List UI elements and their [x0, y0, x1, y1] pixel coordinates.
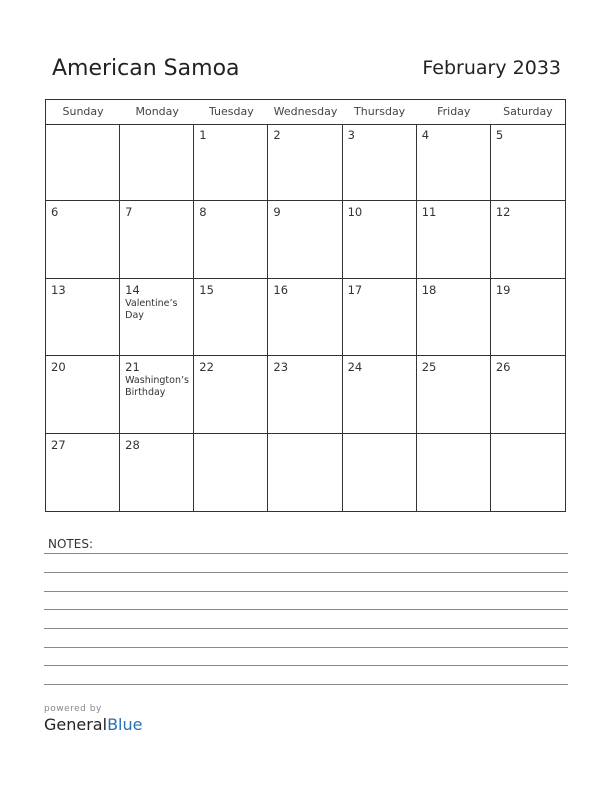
day-cell [343, 279, 417, 356]
day-cell [417, 279, 491, 356]
holiday-label: Washington’s Birthday [125, 375, 189, 399]
day-number: 14 [125, 282, 140, 297]
generalblue-logo [44, 715, 142, 734]
day-number: 3 [347, 128, 355, 142]
day-cell [194, 279, 268, 356]
day-cell [194, 124, 268, 201]
day-number: 22 [199, 360, 214, 375]
day-number: 18 [421, 282, 437, 297]
day-cell [417, 356, 491, 433]
day-number: 19 [495, 282, 511, 297]
powered-by-text: powered by [44, 704, 102, 714]
region-title: American Samoa [52, 56, 240, 81]
day-cell [46, 124, 120, 201]
day-cell [343, 201, 417, 278]
weekday-saturday: Saturday [503, 105, 553, 118]
day-number: 7 [125, 205, 133, 220]
day-cell [194, 434, 268, 511]
day-cell [46, 356, 120, 433]
day-cell [268, 356, 342, 433]
weekday-wednesday: Wednesday [273, 105, 338, 118]
calendar-header [0, 0, 612, 98]
day-cell [268, 434, 342, 511]
weekday-tuesday: Tuesday [208, 105, 254, 118]
weekday-thursday: Thursday [354, 105, 406, 118]
day-cell [268, 279, 342, 356]
note-line [44, 684, 568, 685]
note-line [44, 591, 568, 592]
day-cell [194, 201, 268, 278]
day-cell [491, 356, 565, 433]
day-number: 15 [199, 282, 214, 297]
note-line [44, 628, 568, 629]
day-number: 4 [421, 128, 430, 142]
note-line [44, 572, 568, 573]
day-number: 26 [495, 360, 511, 375]
day-number: 13 [51, 282, 66, 297]
day-number: 16 [273, 282, 289, 297]
weekday-sunday: Sunday [62, 105, 104, 118]
day-number: 10 [347, 205, 363, 220]
day-number: 12 [495, 205, 511, 220]
day-cell [417, 201, 491, 278]
day-cell [491, 201, 565, 278]
day-number: 1 [199, 128, 207, 142]
day-number: 17 [347, 282, 363, 297]
day-cell [417, 434, 491, 511]
calendar-grid [45, 99, 566, 512]
day-cell [417, 124, 491, 201]
day-cell [46, 279, 120, 356]
weekday-header-row [46, 100, 565, 125]
day-cell [343, 356, 417, 433]
note-line [44, 553, 568, 554]
day-number: 21 [125, 360, 140, 375]
note-line [44, 609, 568, 610]
day-cell [491, 279, 565, 356]
day-cell [120, 356, 194, 433]
day-number: 8 [199, 205, 207, 220]
day-cell [120, 434, 194, 511]
day-cells [46, 124, 565, 511]
day-number: 9 [273, 205, 281, 220]
day-number: 23 [273, 360, 289, 375]
month-year-title: February 2033 [422, 57, 561, 79]
day-cell [343, 434, 417, 511]
day-cell [120, 279, 194, 356]
day-cell [491, 124, 565, 201]
day-cell [46, 201, 120, 278]
weekday-friday: Friday [437, 105, 471, 118]
day-number: 5 [495, 128, 504, 142]
note-line [44, 647, 568, 648]
weekday-monday: Monday [135, 105, 179, 118]
day-number: 24 [347, 360, 363, 375]
day-cell [120, 201, 194, 278]
day-number: 28 [125, 437, 140, 452]
notes-label: NOTES: [48, 537, 93, 551]
day-cell [491, 434, 565, 511]
brand-footer [44, 704, 142, 734]
day-cell [120, 124, 194, 201]
day-number: 11 [421, 205, 437, 220]
day-cell [268, 201, 342, 278]
day-cell [194, 356, 268, 433]
day-cell [268, 124, 342, 201]
day-number: 2 [273, 128, 281, 142]
day-cell [46, 434, 120, 511]
logo-blue: Blue [107, 715, 143, 734]
day-number: 25 [421, 360, 437, 375]
day-cell [343, 124, 417, 201]
day-number: 20 [51, 360, 66, 375]
note-line [44, 665, 568, 666]
day-number: 27 [51, 437, 66, 452]
holiday-label: Valentine’s Day [125, 297, 178, 321]
logo-general: General [44, 715, 108, 734]
day-number: 6 [51, 205, 59, 220]
